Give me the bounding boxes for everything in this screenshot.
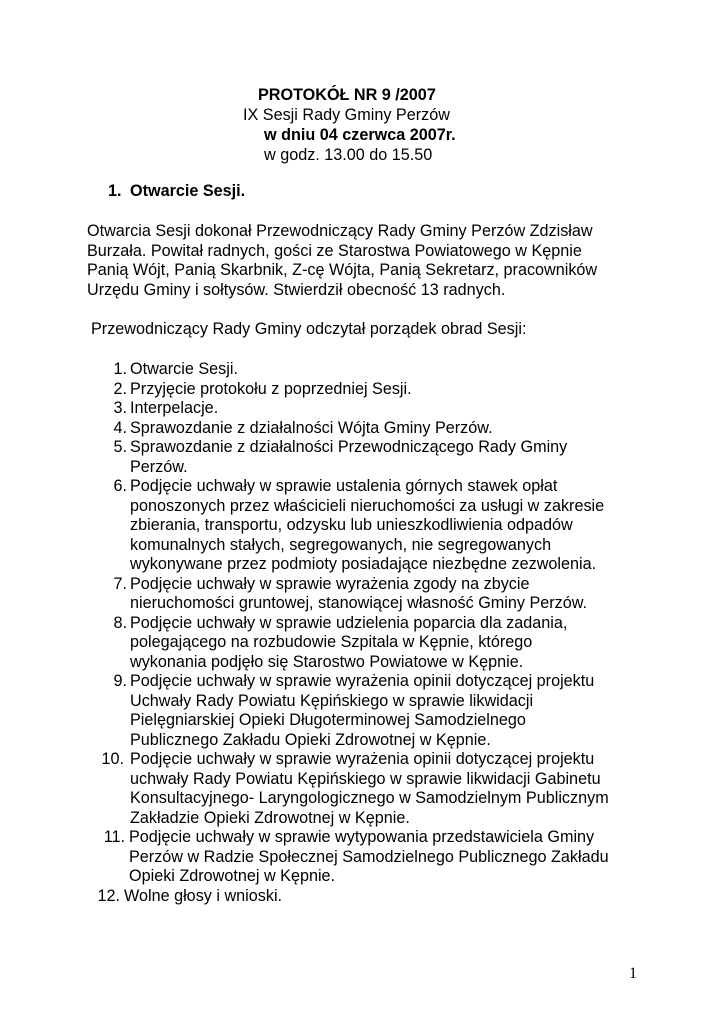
agenda-item-number: 12. <box>97 886 120 905</box>
agenda-item <box>87 750 667 828</box>
agenda-item <box>87 380 667 400</box>
agenda-item-line: Otwarcie Sesji. <box>130 360 238 378</box>
agenda-item <box>87 672 667 750</box>
agenda-item-line: Wolne głosy i wnioski. <box>124 886 283 905</box>
agenda-item-line: Uchwały Rady Powiatu Kępińskiego w sprawie likwidacji <box>130 691 534 710</box>
agenda-item-line: Podjęcie uchwały w sprawie udzielenia poparcia dla zadania, <box>130 613 568 632</box>
session-hours: w godz. 13.00 do 15.50 <box>264 146 433 164</box>
agenda-item-line: zbierania, transportu, odzysku lub unieszkodliwienia odpadów <box>130 516 573 534</box>
agenda-item-text <box>129 828 609 887</box>
section-title: Otwarcie Sesji. <box>130 182 246 200</box>
session-name: IX Sesji Rady Gminy Perzów <box>243 106 450 124</box>
agenda-item <box>87 575 667 614</box>
agenda-item-line: Podjęcie uchwały w sprawie wytypowania przedstawiciela Gminy <box>129 828 595 846</box>
agenda-item-line: Podjęcie uchwały w sprawie ustalenia górnych stawek opłat <box>130 477 558 495</box>
agenda-intro: Przewodniczący Rady Gminy odczytał porządek obrad Sesji: <box>91 320 527 338</box>
agenda-item-text <box>130 438 567 477</box>
agenda-item-line: Publicznego Zakładu Opieki Zdrowotnej w Kępnie. <box>130 730 491 749</box>
agenda-item <box>87 438 667 477</box>
agenda-item-text <box>130 477 604 575</box>
agenda-item-number: 5. <box>113 438 127 456</box>
agenda-item <box>87 419 667 439</box>
agenda-item-line: Zakładzie Opieki Zdrowotnej w Kępnie. <box>130 808 410 827</box>
agenda-item-line: wykonywane przez podmioty posiadające niezbędne zezwolenia. <box>130 555 597 573</box>
agenda-item-text <box>130 380 412 400</box>
agenda-item-line: Podjęcie uchwały w sprawie wyrażenia zgody na zbycie <box>130 574 530 593</box>
agenda-item-line: Pielęgniarskiej Opieki Długoterminowej Samodzielnego <box>130 711 526 729</box>
agenda-item-text <box>130 575 587 614</box>
agenda-item-text <box>130 672 594 750</box>
agenda-item-text <box>130 750 609 828</box>
agenda-item <box>87 399 667 419</box>
paragraph-line: Otwarcia Sesji dokonał Przewodniczący Rady Gminy Perzów Zdzisław <box>87 222 593 240</box>
agenda-item-line: Perzów w Radzie Społecznej Samodzielnego Publicznego Zakładu <box>129 847 609 866</box>
session-date: w dniu 04 czerwca 2007r. <box>264 126 456 144</box>
agenda-item-line: Sprawozdanie z działalności Przewodniczącego Rady Gminy <box>130 438 568 456</box>
agenda-item-number: 11. <box>103 828 125 846</box>
agenda-item-number: 8. <box>113 613 127 632</box>
paragraph-line: Urzędu Gminy i sołtysów. Stwierdził obecność 13 radnych. <box>87 280 506 299</box>
agenda-item-line: Podjęcie uchwały w sprawie wyrażenia opinii dotyczącej projektu <box>130 672 595 690</box>
agenda-item-text <box>130 419 493 439</box>
agenda-item-number: 2. <box>113 379 127 398</box>
agenda-item-number: 3. <box>113 399 127 417</box>
agenda-item-number: 10. <box>101 750 124 768</box>
agenda-item-number: 9. <box>113 672 127 690</box>
agenda-item <box>87 614 667 673</box>
agenda-item-line: Interpelacje. <box>130 399 219 417</box>
agenda-item-text <box>130 399 218 419</box>
section-heading <box>108 182 245 202</box>
agenda-item-line: wykonania podjęło się Starostwo Powiatowe w Kępnie. <box>130 652 524 671</box>
agenda-item-text <box>130 614 567 673</box>
agenda-item-line: Perzów. <box>130 457 188 476</box>
agenda-item <box>87 828 667 887</box>
agenda-list <box>87 360 667 906</box>
section-number: 1. <box>108 182 122 200</box>
agenda-item-line: nieruchomości gruntowej, stanowiącej własność Gminy Perzów. <box>130 594 588 612</box>
paragraph-line: Burzała. Powitał radnych, gości ze Starostwa Powiatowego w Kępnie <box>87 241 582 260</box>
agenda-item-line: Opieki Zdrowotnej w Kępnie. <box>129 867 336 885</box>
opening-paragraph <box>87 222 647 300</box>
agenda-item-text <box>124 887 282 907</box>
agenda-item-line: polegającego na rozbudowie Szpitala w Kępnie, którego <box>130 633 533 651</box>
agenda-item-number: 4. <box>113 418 127 437</box>
agenda-item-text <box>130 360 238 380</box>
agenda-item-line: uchwały Rady Powiatu Kępińskiego w sprawie likwidacji Gabinetu <box>130 769 601 788</box>
agenda-item-number: 1. <box>113 360 127 378</box>
agenda-item-line: Przyjęcie protokołu z poprzedniej Sesji. <box>130 379 412 398</box>
agenda-item-number: 6. <box>113 477 127 495</box>
agenda-item <box>87 360 667 380</box>
agenda-item-line: komunalnych stałych, segregowanych, nie segregowanych <box>130 535 552 554</box>
agenda-item-line: Podjęcie uchwały w sprawie wyrażenia opinii dotyczącej projektu <box>130 750 595 768</box>
protocol-title: PROTOKÓŁ NR 9 /2007 <box>258 86 436 104</box>
agenda-item-line: Konsultacyjnego- Laryngologicznego w Samodzielnym Publicznym <box>130 789 609 807</box>
agenda-item-line: Sprawozdanie z działalności Wójta Gminy Perzów. <box>130 418 493 437</box>
agenda-item <box>87 887 667 907</box>
agenda-item <box>87 477 667 575</box>
agenda-item-number: 7. <box>113 574 127 593</box>
page-number: 1 <box>629 965 637 982</box>
agenda-item-line: ponoszonych przez właścicieli nieruchomości za usługi w zakresie <box>130 496 605 515</box>
paragraph-line: Panią Wójt, Panią Skarbnik, Z-cę Wójta, Panią Sekretarz, pracowników <box>87 261 598 279</box>
